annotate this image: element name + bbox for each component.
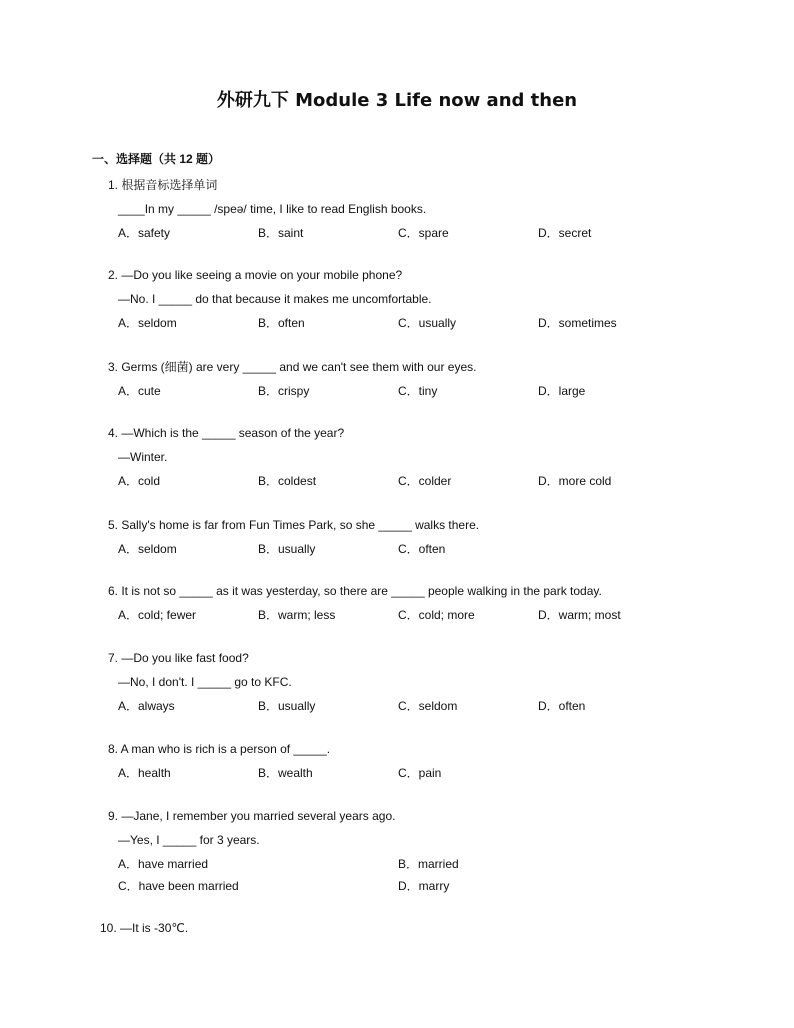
option-row [108, 855, 728, 877]
option-row [108, 314, 728, 336]
option-d[interactable]: D．large [538, 384, 586, 398]
option-row [108, 606, 728, 628]
option-a[interactable]: A．always [118, 699, 175, 713]
option-row [108, 697, 728, 719]
option-b[interactable]: B．married [398, 857, 459, 871]
option-b[interactable]: B．usually [258, 542, 316, 556]
question-5 [108, 516, 728, 562]
option-a[interactable]: A．safety [118, 226, 171, 240]
question-stem: 7. —Do you like fast food? [108, 651, 249, 665]
option-c[interactable]: C．have been married [118, 879, 239, 893]
option-row [108, 472, 728, 494]
option-row [108, 224, 728, 246]
option-row [108, 764, 728, 786]
question-stem: 4. —Which is the _____ season of the year? [108, 426, 345, 440]
question-line: —Winter. [118, 450, 168, 464]
question-3 [108, 358, 728, 404]
question-line: —No. I _____ do that because it makes me uncomfortable. [118, 292, 432, 306]
question-stem: 3. Germs (细菌) are very _____ and we can't see them with our eyes. [108, 360, 477, 374]
question-2 [108, 266, 728, 336]
option-b[interactable]: B．saint [258, 226, 304, 240]
question-6 [108, 582, 728, 628]
option-a[interactable]: A．seldom [118, 316, 177, 330]
option-d[interactable]: D．more cold [538, 474, 612, 488]
option-a[interactable]: A．cold; fewer [118, 608, 197, 622]
option-d[interactable]: D．marry [398, 879, 450, 893]
question-4 [108, 424, 728, 494]
option-d[interactable]: D．warm; most [538, 608, 621, 622]
option-d[interactable]: D．sometimes [538, 316, 617, 330]
option-c[interactable]: C．colder [398, 474, 452, 488]
option-c[interactable]: C．usually [398, 316, 457, 330]
option-a[interactable]: A．health [118, 766, 171, 780]
option-row [108, 382, 728, 404]
question-stem: 9. —Jane, I remember you married several years ago. [108, 809, 396, 823]
option-row [108, 540, 728, 562]
page-title: 外研九下 Module 3 Life now and then [216, 90, 578, 111]
question-stem: 2. —Do you like seeing a movie on your mobile phone? [108, 268, 403, 282]
option-d[interactable]: D．secret [538, 226, 592, 240]
option-c[interactable]: C．tiny [398, 384, 438, 398]
option-a[interactable]: A．cute [118, 384, 161, 398]
option-c[interactable]: C．spare [398, 226, 449, 240]
question-line: ____In my _____ /speə/ time, I like to read English books. [118, 202, 427, 216]
option-a[interactable]: A．have married [118, 857, 209, 871]
question-stem: 1. 根据音标选择单词 [108, 178, 218, 192]
option-c[interactable]: C．often [398, 542, 446, 556]
option-c[interactable]: C．cold; more [398, 608, 475, 622]
question-stem: 10. —It is -30℃. [100, 921, 189, 935]
question-stem: 6. It is not so _____ as it was yesterday, so there are _____ people walking in the park today. [108, 584, 602, 598]
question-line: —No, I don't. I _____ go to KFC. [118, 675, 292, 689]
question-line: —Yes, I _____ for 3 years. [118, 833, 260, 847]
option-c[interactable]: C．seldom [398, 699, 458, 713]
option-b[interactable]: B．usually [258, 699, 316, 713]
option-b[interactable]: B．warm; less [258, 608, 336, 622]
section-heading: 一、选择题（共 12 题） [92, 152, 221, 166]
option-b[interactable]: B．crispy [258, 384, 310, 398]
option-row [108, 877, 728, 899]
question-1 [108, 176, 728, 246]
option-b[interactable]: B．wealth [258, 766, 313, 780]
option-a[interactable]: A．cold [118, 474, 161, 488]
option-a[interactable]: A．seldom [118, 542, 177, 556]
question-8 [108, 740, 728, 786]
question-7 [108, 649, 728, 719]
question-10 [100, 919, 720, 943]
option-c[interactable]: C．pain [398, 766, 442, 780]
option-d[interactable]: D．often [538, 699, 586, 713]
option-b[interactable]: B．coldest [258, 474, 317, 488]
question-stem: 5. Sally's home is far from Fun Times Park, so she _____ walks there. [108, 518, 480, 532]
question-stem: 8. A man who is rich is a person of _____. [108, 742, 331, 756]
question-9 [108, 807, 728, 899]
option-b[interactable]: B．often [258, 316, 305, 330]
